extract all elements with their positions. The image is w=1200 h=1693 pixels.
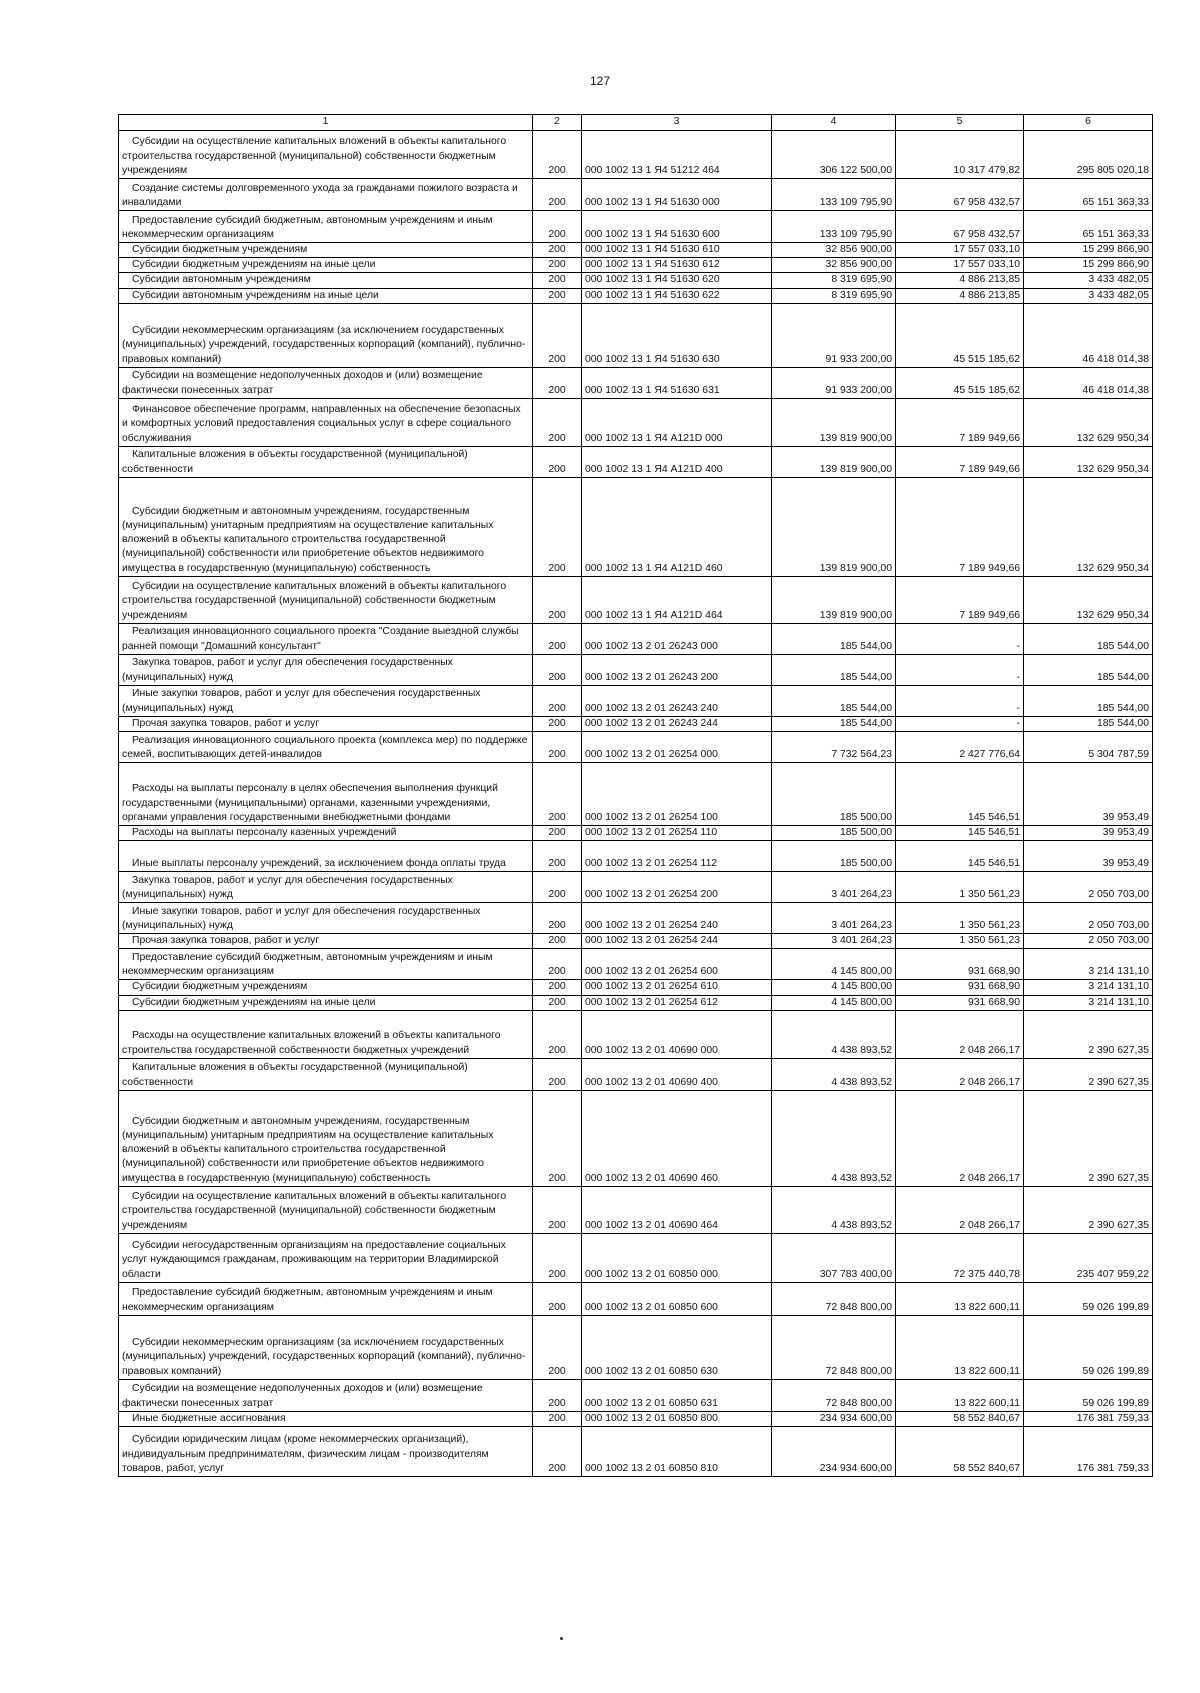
row-line-code: 200: [533, 576, 582, 623]
row-line-code: 200: [533, 1315, 582, 1379]
row-executed-amount: 45 515 185,62: [896, 303, 1024, 367]
row-name: Прочая закупка товаров, работ и услуг: [119, 716, 533, 731]
row-name: Субсидии бюджетным учреждениям на иные цели: [119, 995, 533, 1010]
row-approved-amount: 133 109 795,90: [772, 179, 896, 211]
row-remaining-amount: 46 418 014,38: [1024, 303, 1153, 367]
row-executed-amount: 2 048 266,17: [896, 1010, 1024, 1058]
row-line-code: 200: [533, 826, 582, 841]
table-row: [119, 903, 1153, 934]
table-row: [119, 685, 1153, 716]
row-line-code: 200: [533, 654, 582, 685]
row-remaining-amount: 3 433 482,05: [1024, 273, 1153, 288]
row-budget-code: 000 1002 13 2 01 26254 200: [582, 872, 772, 903]
row-executed-amount: 2 427 776,64: [896, 732, 1024, 763]
row-executed-amount: 1 350 561,23: [896, 872, 1024, 903]
table-row: [119, 1282, 1153, 1315]
row-remaining-amount: 65 151 363,33: [1024, 179, 1153, 211]
row-name: Субсидии на осуществление капитальных вложений в объекты капитального строительства государственной (муниципальной) собственности бюджетным учреждениям: [119, 576, 533, 623]
column-header: 3: [582, 115, 772, 131]
table-row: [119, 1427, 1153, 1477]
row-approved-amount: 185 544,00: [772, 654, 896, 685]
row-budget-code: 000 1002 13 2 01 26254 100: [582, 763, 772, 826]
row-budget-code: 000 1002 13 2 01 26254 110: [582, 826, 772, 841]
row-executed-amount: 58 552 840,67: [896, 1427, 1024, 1477]
row-budget-code: 000 1002 13 1 Я4 А121D 400: [582, 446, 772, 477]
row-executed-amount: 67 958 432,57: [896, 211, 1024, 243]
table-row: [119, 980, 1153, 995]
row-name: Субсидии на возмещение недополученных доходов и (или) возмещение фактически понесенных затрат: [119, 1379, 533, 1411]
row-remaining-amount: 185 544,00: [1024, 685, 1153, 716]
row-executed-amount: 17 557 033,10: [896, 243, 1024, 258]
row-name: Расходы на выплаты персоналу казенных учреждений: [119, 826, 533, 841]
row-approved-amount: 234 934 600,00: [772, 1427, 896, 1477]
row-line-code: 200: [533, 1379, 582, 1411]
row-budget-code: 000 1002 13 2 01 26243 000: [582, 623, 772, 654]
table-row: [119, 1010, 1153, 1058]
row-executed-amount: 931 668,90: [896, 949, 1024, 980]
row-remaining-amount: 39 953,49: [1024, 841, 1153, 872]
row-line-code: 200: [533, 446, 582, 477]
row-approved-amount: 139 819 900,00: [772, 576, 896, 623]
row-executed-amount: 4 886 213,85: [896, 288, 1024, 303]
row-executed-amount: 1 350 561,23: [896, 903, 1024, 934]
row-remaining-amount: 2 390 627,35: [1024, 1186, 1153, 1233]
table-row: [119, 732, 1153, 763]
column-header: 5: [896, 115, 1024, 131]
row-name: Субсидии на осуществление капитальных вложений в объекты капитального строительства государственной (муниципальной) собственности бюджетным учреждениям: [119, 131, 533, 179]
row-name: Иные закупки товаров, работ и услуг для обеспечения государственных (муниципальных) нужд: [119, 685, 533, 716]
table-row: [119, 243, 1153, 258]
row-approved-amount: 7 732 564,23: [772, 732, 896, 763]
row-remaining-amount: 2 050 703,00: [1024, 934, 1153, 949]
table-row: [119, 211, 1153, 243]
row-executed-amount: 13 822 600,11: [896, 1282, 1024, 1315]
row-approved-amount: 139 819 900,00: [772, 446, 896, 477]
row-budget-code: 000 1002 13 2 01 60850 000: [582, 1233, 772, 1282]
row-budget-code: 000 1002 13 2 01 40690 000: [582, 1010, 772, 1058]
row-remaining-amount: 2 390 627,35: [1024, 1090, 1153, 1186]
row-remaining-amount: 132 629 950,34: [1024, 398, 1153, 446]
table-row: [119, 1186, 1153, 1233]
row-line-code: 200: [533, 732, 582, 763]
row-line-code: 200: [533, 1411, 582, 1426]
row-executed-amount: 145 546,51: [896, 826, 1024, 841]
row-line-code: 200: [533, 243, 582, 258]
page-number: 127: [589, 74, 611, 88]
row-name: Субсидии юридическим лицам (кроме некоммерческих организаций), индивидуальным предпринимателям, физическим лицам - производителям товаров, работ, услуг: [119, 1427, 533, 1477]
row-line-code: 200: [533, 477, 582, 576]
row-budget-code: 000 1002 13 2 01 60850 630: [582, 1315, 772, 1379]
row-approved-amount: 185 544,00: [772, 623, 896, 654]
row-line-code: 200: [533, 398, 582, 446]
row-name: Реализация инновационного социального проекта (комплекса мер) по поддержке семей, воспитывающих детей-инвалидов: [119, 732, 533, 763]
row-name: Капитальные вложения в объекты государственной (муниципальной) собственности: [119, 446, 533, 477]
row-approved-amount: 185 544,00: [772, 716, 896, 731]
row-approved-amount: 91 933 200,00: [772, 367, 896, 398]
row-executed-amount: 72 375 440,78: [896, 1233, 1024, 1282]
row-budget-code: 000 1002 13 2 01 40690 460: [582, 1090, 772, 1186]
row-approved-amount: 91 933 200,00: [772, 303, 896, 367]
row-approved-amount: 72 848 800,00: [772, 1315, 896, 1379]
row-approved-amount: 72 848 800,00: [772, 1282, 896, 1315]
row-line-code: 200: [533, 903, 582, 934]
row-executed-amount: 931 668,90: [896, 995, 1024, 1010]
row-approved-amount: 3 401 264,23: [772, 872, 896, 903]
row-budget-code: 000 1002 13 2 01 60850 631: [582, 1379, 772, 1411]
row-approved-amount: 185 544,00: [772, 685, 896, 716]
row-approved-amount: 307 783 400,00: [772, 1233, 896, 1282]
row-name: Финансовое обеспечение программ, направленных на обеспечение безопасных и комфортных условий предоставления социальных услуг в сфере социального обслуживания: [119, 398, 533, 446]
row-approved-amount: 234 934 600,00: [772, 1411, 896, 1426]
row-remaining-amount: 235 407 959,22: [1024, 1233, 1153, 1282]
row-line-code: 200: [533, 273, 582, 288]
row-remaining-amount: 295 805 020,18: [1024, 131, 1153, 179]
row-name: Субсидии бюджетным учреждениям: [119, 243, 533, 258]
table-row: [119, 288, 1153, 303]
row-remaining-amount: 15 299 866,90: [1024, 258, 1153, 273]
column-header: 6: [1024, 115, 1153, 131]
table-row: [119, 841, 1153, 872]
row-budget-code: 000 1002 13 1 Я4 51212 464: [582, 131, 772, 179]
row-executed-amount: 2 048 266,17: [896, 1058, 1024, 1090]
row-budget-code: 000 1002 13 2 01 26254 112: [582, 841, 772, 872]
row-remaining-amount: 2 050 703,00: [1024, 903, 1153, 934]
row-budget-code: 000 1002 13 2 01 26243 200: [582, 654, 772, 685]
row-remaining-amount: 39 953,49: [1024, 826, 1153, 841]
row-executed-amount: 145 546,51: [896, 763, 1024, 826]
row-line-code: 200: [533, 288, 582, 303]
row-line-code: 200: [533, 1186, 582, 1233]
row-remaining-amount: 132 629 950,34: [1024, 446, 1153, 477]
row-line-code: 200: [533, 179, 582, 211]
row-line-code: 200: [533, 1427, 582, 1477]
column-header: 2: [533, 115, 582, 131]
row-approved-amount: 4 145 800,00: [772, 980, 896, 995]
row-approved-amount: 32 856 900,00: [772, 243, 896, 258]
row-budget-code: 000 1002 13 2 01 26243 240: [582, 685, 772, 716]
row-name: Субсидии на возмещение недополученных доходов и (или) возмещение фактически понесенных затрат: [119, 367, 533, 398]
table-row: [119, 398, 1153, 446]
table-row: [119, 477, 1153, 576]
row-line-code: 200: [533, 1233, 582, 1282]
row-remaining-amount: 2 390 627,35: [1024, 1058, 1153, 1090]
table-row: [119, 826, 1153, 841]
row-remaining-amount: 3 214 131,10: [1024, 995, 1153, 1010]
row-line-code: 200: [533, 211, 582, 243]
row-remaining-amount: 2 050 703,00: [1024, 872, 1153, 903]
row-executed-amount: 931 668,90: [896, 980, 1024, 995]
row-name: Субсидии автономным учреждениям на иные цели: [119, 288, 533, 303]
row-line-code: 200: [533, 949, 582, 980]
row-name: Реализация инновационного социального проекта "Создание выездной службы ранней помощи "Домашний консультант": [119, 623, 533, 654]
row-budget-code: 000 1002 13 1 Я4 51630 630: [582, 303, 772, 367]
row-remaining-amount: 59 026 199,89: [1024, 1282, 1153, 1315]
row-approved-amount: 3 401 264,23: [772, 903, 896, 934]
table-row: [119, 179, 1153, 211]
row-approved-amount: 133 109 795,90: [772, 211, 896, 243]
row-budget-code: 000 1002 13 2 01 26254 610: [582, 980, 772, 995]
row-executed-amount: 7 189 949,66: [896, 398, 1024, 446]
row-name: Капитальные вложения в объекты государственной (муниципальной) собственности: [119, 1058, 533, 1090]
row-budget-code: 000 1002 13 2 01 26254 600: [582, 949, 772, 980]
row-executed-amount: -: [896, 685, 1024, 716]
row-remaining-amount: 132 629 950,34: [1024, 576, 1153, 623]
row-approved-amount: 306 122 500,00: [772, 131, 896, 179]
row-budget-code: 000 1002 13 1 Я4 51630 000: [582, 179, 772, 211]
table-row: [119, 273, 1153, 288]
row-name: Расходы на осуществление капитальных вложений в объекты капитального строительства государственной собственности бюджетных учреждений: [119, 1010, 533, 1058]
row-line-code: 200: [533, 258, 582, 273]
row-executed-amount: 17 557 033,10: [896, 258, 1024, 273]
row-name: Субсидии автономным учреждениям: [119, 273, 533, 288]
table-row: [119, 1090, 1153, 1186]
row-budget-code: 000 1002 13 1 Я4 51630 631: [582, 367, 772, 398]
row-approved-amount: 3 401 264,23: [772, 934, 896, 949]
table-body: [119, 131, 1153, 1477]
row-budget-code: 000 1002 13 2 01 60850 600: [582, 1282, 772, 1315]
row-name: Субсидии некоммерческим организациям (за исключением государственных (муниципальных) учреждений, государственных корпораций (компаний), публично-правовых компаний): [119, 1315, 533, 1379]
table-row: [119, 367, 1153, 398]
row-approved-amount: 4 145 800,00: [772, 949, 896, 980]
row-line-code: 200: [533, 995, 582, 1010]
row-remaining-amount: 176 381 759,33: [1024, 1427, 1153, 1477]
row-line-code: 200: [533, 131, 582, 179]
row-line-code: 200: [533, 1282, 582, 1315]
row-remaining-amount: 3 214 131,10: [1024, 949, 1153, 980]
row-remaining-amount: 132 629 950,34: [1024, 477, 1153, 576]
table-row: [119, 872, 1153, 903]
row-line-code: 200: [533, 685, 582, 716]
table-row: [119, 1315, 1153, 1379]
row-executed-amount: 67 958 432,57: [896, 179, 1024, 211]
table-row: [119, 949, 1153, 980]
row-executed-amount: 2 048 266,17: [896, 1186, 1024, 1233]
row-name: Расходы на выплаты персоналу в целях обеспечения выполнения функций государственными (муниципальными) органами, казенными учреждениями, органами управления государственными внебюджетными фондами: [119, 763, 533, 826]
row-budget-code: 000 1002 13 1 Я4 А121D 464: [582, 576, 772, 623]
table-row: [119, 258, 1153, 273]
row-executed-amount: 7 189 949,66: [896, 576, 1024, 623]
row-line-code: 200: [533, 367, 582, 398]
row-executed-amount: 13 822 600,11: [896, 1379, 1024, 1411]
row-name: Предоставление субсидий бюджетным, автономным учреждениям и иным некоммерческим организациям: [119, 949, 533, 980]
row-remaining-amount: 15 299 866,90: [1024, 243, 1153, 258]
row-budget-code: 000 1002 13 2 01 60850 810: [582, 1427, 772, 1477]
row-approved-amount: 4 438 893,52: [772, 1090, 896, 1186]
row-name: Иные выплаты персоналу учреждений, за исключением фонда оплаты труда: [119, 841, 533, 872]
row-budget-code: 000 1002 13 1 Я4 51630 610: [582, 243, 772, 258]
row-executed-amount: 13 822 600,11: [896, 1315, 1024, 1379]
table-row: [119, 303, 1153, 367]
row-approved-amount: 32 856 900,00: [772, 258, 896, 273]
row-executed-amount: 7 189 949,66: [896, 446, 1024, 477]
row-budget-code: 000 1002 13 2 01 26254 244: [582, 934, 772, 949]
row-approved-amount: 8 319 695,90: [772, 288, 896, 303]
table-row: [119, 1058, 1153, 1090]
row-remaining-amount: 176 381 759,33: [1024, 1411, 1153, 1426]
row-executed-amount: 7 189 949,66: [896, 477, 1024, 576]
row-line-code: 200: [533, 934, 582, 949]
row-executed-amount: 10 317 479,82: [896, 131, 1024, 179]
row-budget-code: 000 1002 13 2 01 26254 000: [582, 732, 772, 763]
row-approved-amount: 4 145 800,00: [772, 995, 896, 1010]
row-name: Создание системы долговременного ухода за гражданами пожилого возраста и инвалидами: [119, 179, 533, 211]
row-budget-code: 000 1002 13 1 Я4 А121D 000: [582, 398, 772, 446]
row-line-code: 200: [533, 1058, 582, 1090]
row-approved-amount: 72 848 800,00: [772, 1379, 896, 1411]
row-remaining-amount: 3 433 482,05: [1024, 288, 1153, 303]
table-row: [119, 1379, 1153, 1411]
row-line-code: 200: [533, 980, 582, 995]
row-executed-amount: 4 886 213,85: [896, 273, 1024, 288]
table-row: [119, 1233, 1153, 1282]
table-row: [119, 446, 1153, 477]
row-remaining-amount: 3 214 131,10: [1024, 980, 1153, 995]
row-remaining-amount: 185 544,00: [1024, 654, 1153, 685]
row-budget-code: 000 1002 13 1 Я4 51630 612: [582, 258, 772, 273]
row-remaining-amount: 65 151 363,33: [1024, 211, 1153, 243]
header-row: [119, 115, 1153, 131]
row-approved-amount: 4 438 893,52: [772, 1010, 896, 1058]
row-budget-code: 000 1002 13 1 Я4 51630 620: [582, 273, 772, 288]
table-row: [119, 763, 1153, 826]
column-header: 4: [772, 115, 896, 131]
row-approved-amount: 185 500,00: [772, 841, 896, 872]
row-name: Закупка товаров, работ и услуг для обеспечения государственных (муниципальных) нужд: [119, 872, 533, 903]
scan-mark: [560, 1637, 563, 1640]
row-line-code: 200: [533, 763, 582, 826]
row-name: Субсидии бюджетным учреждениям на иные цели: [119, 258, 533, 273]
table-row: [119, 934, 1153, 949]
row-line-code: 200: [533, 623, 582, 654]
row-remaining-amount: 59 026 199,89: [1024, 1379, 1153, 1411]
row-executed-amount: 145 546,51: [896, 841, 1024, 872]
table-row: [119, 995, 1153, 1010]
row-name: Предоставление субсидий бюджетным, автономным учреждениям и иным некоммерческим организациям: [119, 1282, 533, 1315]
row-budget-code: 000 1002 13 2 01 60850 800: [582, 1411, 772, 1426]
row-line-code: 200: [533, 716, 582, 731]
row-line-code: 200: [533, 841, 582, 872]
row-remaining-amount: 39 953,49: [1024, 763, 1153, 826]
row-name: Субсидии бюджетным и автономным учреждениям, государственным (муниципальным) унитарным предприятиям на осуществление капитальных вложений в объекты капитального строительства государственной (муниципальной) собственности или приобретение объектов недвижимого имущества в государственную (муниципальную) собственность: [119, 477, 533, 576]
row-approved-amount: 185 500,00: [772, 826, 896, 841]
row-remaining-amount: 185 544,00: [1024, 623, 1153, 654]
row-executed-amount: 1 350 561,23: [896, 934, 1024, 949]
row-remaining-amount: 5 304 787,59: [1024, 732, 1153, 763]
row-name: Предоставление субсидий бюджетным, автономным учреждениям и иным некоммерческим организациям: [119, 211, 533, 243]
table-row: [119, 716, 1153, 731]
row-executed-amount: -: [896, 654, 1024, 685]
column-header: 1: [119, 115, 533, 131]
row-name: Закупка товаров, работ и услуг для обеспечения государственных (муниципальных) нужд: [119, 654, 533, 685]
row-budget-code: 000 1002 13 2 01 40690 464: [582, 1186, 772, 1233]
row-remaining-amount: 185 544,00: [1024, 716, 1153, 731]
row-budget-code: 000 1002 13 1 Я4 А121D 460: [582, 477, 772, 576]
row-budget-code: 000 1002 13 2 01 26254 612: [582, 995, 772, 1010]
budget-table: [118, 114, 1153, 1477]
row-name: Субсидии бюджетным учреждениям: [119, 980, 533, 995]
row-budget-code: 000 1002 13 1 Я4 51630 600: [582, 211, 772, 243]
row-line-code: 200: [533, 1090, 582, 1186]
row-approved-amount: 4 438 893,52: [772, 1186, 896, 1233]
table-row: [119, 576, 1153, 623]
row-name: Субсидии на осуществление капитальных вложений в объекты капитального строительства государственной (муниципальной) собственности бюджетным учреждениям: [119, 1186, 533, 1233]
row-executed-amount: 58 552 840,67: [896, 1411, 1024, 1426]
table-row: [119, 654, 1153, 685]
row-name: Иные бюджетные ассигнования: [119, 1411, 533, 1426]
row-executed-amount: -: [896, 716, 1024, 731]
row-name: Субсидии негосударственным организациям на предоставление социальных услуг нуждающимся гражданам, проживающим на территории Владимирской области: [119, 1233, 533, 1282]
row-remaining-amount: 59 026 199,89: [1024, 1315, 1153, 1379]
row-approved-amount: 139 819 900,00: [772, 477, 896, 576]
row-line-code: 200: [533, 303, 582, 367]
table-row: [119, 1411, 1153, 1426]
row-approved-amount: 4 438 893,52: [772, 1058, 896, 1090]
row-budget-code: 000 1002 13 2 01 26254 240: [582, 903, 772, 934]
row-line-code: 200: [533, 872, 582, 903]
row-budget-code: 000 1002 13 2 01 40690 400: [582, 1058, 772, 1090]
row-executed-amount: 45 515 185,62: [896, 367, 1024, 398]
row-name: Субсидии некоммерческим организациям (за исключением государственных (муниципальных) учреждений, государственных корпораций (компаний), публично-правовых компаний): [119, 303, 533, 367]
row-remaining-amount: 2 390 627,35: [1024, 1010, 1153, 1058]
row-line-code: 200: [533, 1010, 582, 1058]
row-name: Иные закупки товаров, работ и услуг для обеспечения государственных (муниципальных) нужд: [119, 903, 533, 934]
row-remaining-amount: 46 418 014,38: [1024, 367, 1153, 398]
row-name: Прочая закупка товаров, работ и услуг: [119, 934, 533, 949]
row-approved-amount: 185 500,00: [772, 763, 896, 826]
row-executed-amount: -: [896, 623, 1024, 654]
table-row: [119, 131, 1153, 179]
row-name: Субсидии бюджетным и автономным учреждениям, государственным (муниципальным) унитарным предприятиям на осуществление капитальных вложений в объекты капитального строительства государственной (муниципальной) собственности или приобретение объектов недвижимого имущества в государственную (муниципальную) собственность: [119, 1090, 533, 1186]
row-budget-code: 000 1002 13 1 Я4 51630 622: [582, 288, 772, 303]
row-approved-amount: 139 819 900,00: [772, 398, 896, 446]
row-executed-amount: 2 048 266,17: [896, 1090, 1024, 1186]
row-approved-amount: 8 319 695,90: [772, 273, 896, 288]
row-budget-code: 000 1002 13 2 01 26243 244: [582, 716, 772, 731]
table-row: [119, 623, 1153, 654]
